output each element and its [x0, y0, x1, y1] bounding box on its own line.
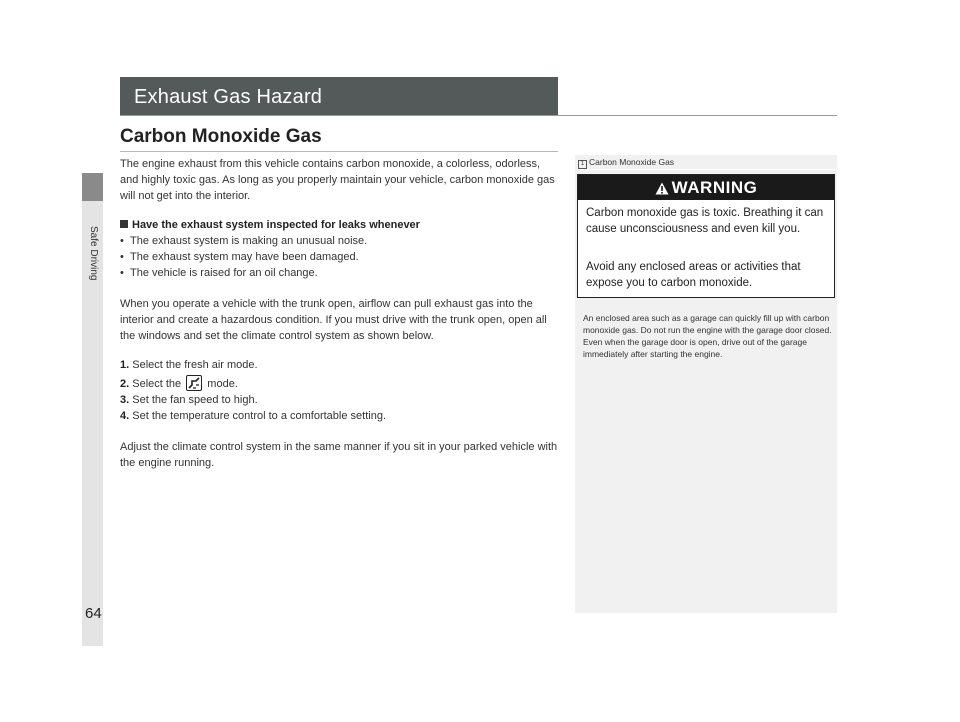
sidebar-note: An enclosed area such as a garage can quickly fill up with carbon monoxide gas. Do not run the engine with the garage door closed. Even when the garage door is open, drive out of the garage immediately after starting the engine.	[583, 313, 832, 359]
warning-triangle-icon	[655, 177, 669, 202]
step-list	[120, 375, 560, 424]
section-rule	[120, 151, 558, 152]
list-item: • The exhaust system is making an unusual noise.	[120, 233, 560, 249]
reference-mark-icon: 1	[578, 160, 587, 169]
page-title: Exhaust Gas Hazard	[134, 86, 323, 108]
section-title: Carbon Monoxide Gas	[120, 126, 322, 147]
warning-box	[577, 174, 835, 298]
warning-text-avoid: Avoid any enclosed areas or activities that expose you to carbon monoxide.	[586, 261, 801, 289]
inspect-heading	[120, 217, 560, 233]
step-number: 4.	[120, 410, 130, 422]
floor-defrost-mode-icon	[186, 375, 202, 391]
step-1	[120, 357, 560, 373]
sidebar-caption-text: Carbon Monoxide Gas	[589, 157, 675, 167]
step-number: 3.	[120, 394, 130, 406]
inspect-bullet-list	[120, 233, 560, 281]
step-number: 1.	[120, 359, 130, 371]
adjust-paragraph: Adjust the climate control system in the same manner if you sit in your parked vehicle with the engine running.	[120, 441, 558, 469]
step-text: Set the fan speed to high.	[132, 394, 258, 406]
warning-header	[578, 175, 834, 200]
step-text-pre: Select the	[132, 378, 182, 390]
page-number: 64	[85, 605, 102, 622]
step-text: Select the fresh air mode.	[132, 359, 258, 371]
section-label: Safe Driving	[88, 226, 99, 281]
step-2	[120, 375, 560, 392]
list-item: • The vehicle is raised for an oil change.	[120, 265, 560, 281]
caption-rule	[578, 169, 836, 170]
step-text-post: mode.	[207, 378, 238, 390]
list-item: • The exhaust system may have been damaged.	[120, 249, 560, 265]
warning-label: WARNING	[671, 178, 758, 197]
square-bullet-icon	[120, 220, 128, 228]
intro-paragraph: The engine exhaust from this vehicle contains carbon monoxide, a colorless, odorless, and highly toxic gas. As long as you properly maintain your vehicle, carbon monoxide gas will not get into the interior.	[120, 158, 555, 202]
step-text: Set the temperature control to a comfortable setting.	[132, 410, 386, 422]
step-4	[120, 408, 560, 424]
step-number: 2.	[120, 378, 130, 390]
header-rule	[120, 115, 837, 116]
step-3	[120, 392, 560, 408]
section-tab-marker	[82, 173, 103, 201]
inspect-heading-text: Have the exhaust system inspected for leaks whenever	[132, 219, 420, 231]
warning-text-toxic: Carbon monoxide gas is toxic. Breathing it can cause unconsciousness and even kill you.	[586, 207, 824, 235]
trunk-paragraph: When you operate a vehicle with the trunk open, airflow can pull exhaust gas into the interior and create a hazardous condition. If you must drive with the trunk open, open all the windows and set the climate control system as shown below.	[120, 298, 547, 342]
sidebar-caption	[578, 157, 674, 169]
